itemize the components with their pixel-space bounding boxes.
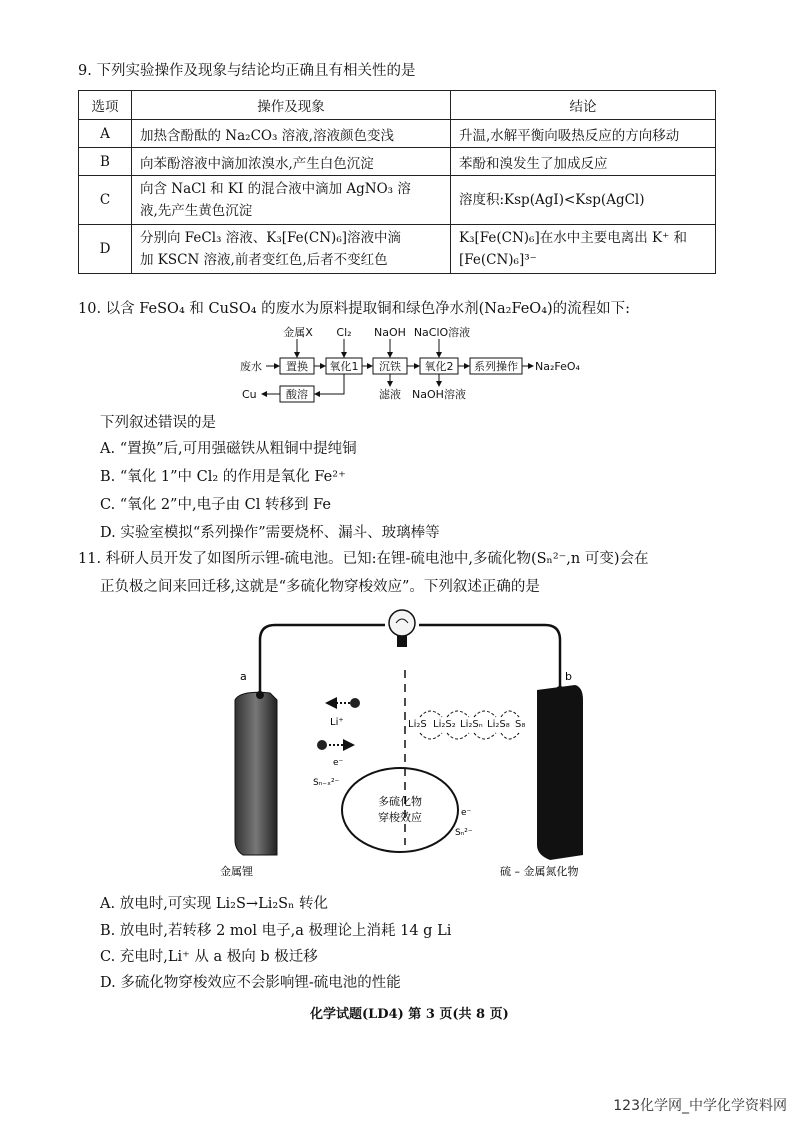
- watermark: 123化学网_中学化学资料网: [613, 1098, 787, 1114]
- table-row: [79, 120, 716, 148]
- table-row: [79, 225, 716, 274]
- operation-cell: [132, 225, 451, 274]
- electron-label-right: e⁻: [461, 808, 472, 818]
- option-cell: B: [79, 148, 132, 176]
- species-li2s2: Li₂S₂: [433, 719, 456, 730]
- page-footer: 化学试题(LD4) 第 3 页(共 8 页): [310, 1007, 509, 1022]
- shuttle-center-line1: 多硫化物: [378, 795, 422, 808]
- option-cell: D: [79, 225, 132, 274]
- operation-cell: [132, 176, 451, 225]
- reagent-naclo: NaClO溶液: [413, 326, 471, 339]
- li-ion-ball: [317, 740, 327, 750]
- q11-stem-line2: 正负极之间来回迁移,这就是“多硫化物穿梭效应”。下列叙述正确的是: [100, 579, 540, 595]
- electrode-a-terminal: [256, 691, 264, 699]
- q11-option-d: D. 多硫化物穿梭效应不会影响锂-硫电池的性能: [100, 975, 401, 991]
- conclusion-line: [Fe(CN)₆]³⁻: [459, 252, 537, 268]
- electrode-a-label: a: [240, 670, 247, 683]
- species-s8: S₈: [515, 719, 526, 730]
- reagent-naoh: NaOH: [374, 326, 406, 339]
- q10-stem: 10. 以含 FeSO₄ 和 CuSO₄ 的废水为原料提取铜和绿色净水剂(Na₂FeO₄)的流程如下:: [78, 301, 631, 317]
- shuttle-center-line2: 穿梭效应: [378, 811, 422, 824]
- li-s-battery-diagram: [215, 605, 595, 890]
- table-header: 操作及现象: [132, 91, 451, 120]
- q11-stem-line1: 11. 科研人员开发了如图所示锂-硫电池。已知:在锂-硫电池中,多硫化物(Sₙ²⁻,n 可变)会在: [78, 551, 649, 567]
- left-electrode-caption: 金属锂: [220, 865, 253, 878]
- anion-left-label: Sₙ₋ₓ²⁻: [313, 778, 340, 788]
- product-cu: Cu: [242, 388, 257, 401]
- naoh-solution-label: NaOH溶液: [412, 388, 466, 401]
- flow-start-wastewater: 废水: [240, 360, 262, 373]
- q11-option-b: B. 放电时,若转移 2 mol 电子,a 极理论上消耗 14 g Li: [100, 923, 452, 939]
- box-acid-dissolve-label: 酸溶: [286, 388, 308, 401]
- q10-option-d: D. 实验室模拟“系列操作”需要烧杯、漏斗、玻璃棒等: [100, 525, 440, 541]
- box-oxidation-2-label: 氧化2: [424, 360, 454, 373]
- reagent-metal-x: 金属X: [283, 326, 313, 339]
- table-row: [79, 148, 716, 176]
- box-iron-precip-label: 沉铁: [379, 360, 401, 373]
- q10-option-c: C. “氧化 2”中,电子由 Cl 转移到 Fe: [100, 497, 331, 513]
- q9-table: [78, 90, 716, 274]
- lithium-electrode: [235, 692, 277, 855]
- chain-arrows-top: [420, 711, 519, 717]
- li-ion-ball: [350, 698, 360, 708]
- reagent-cl2: Cl₂: [336, 326, 352, 339]
- operation-line: 加 KSCN 溶液,前者变红色,后者不变红色: [140, 252, 388, 268]
- q10-option-b: B. “氧化 1”中 Cl₂ 的作用是氧化 Fe²⁺: [100, 469, 346, 485]
- q11-option-a: A. 放电时,可实现 Li₂S→Li₂Sₙ 转化: [100, 896, 328, 912]
- conclusion-line: K₃[Fe(CN)₆]在水中主要电离出 K⁺ 和: [459, 230, 688, 246]
- q10-option-a: A. “置换”后,可用强磁铁从粗铜中提纯铜: [100, 441, 357, 457]
- product-na2feo4: Na₂FeO₄: [535, 360, 580, 373]
- q9-stem: 9. 下列实验操作及现象与结论均正确且有相关性的是: [78, 63, 416, 79]
- operation-cell: 向苯酚溶液中滴加浓溴水,产生白色沉淀: [132, 148, 451, 176]
- electrode-b-label: b: [565, 670, 572, 683]
- electrode-b-terminal: [556, 686, 564, 694]
- operation-cell: 加热含酚酞的 Na₂CO₃ 溶液,溶液颜色变浅: [132, 120, 451, 148]
- li-ion-label: Li⁺: [330, 717, 344, 728]
- box-oxidation-1-label: 氧化1: [329, 360, 359, 373]
- option-cell: C: [79, 176, 132, 225]
- table-row: [79, 176, 716, 225]
- conclusion-cell: [451, 225, 716, 274]
- species-li2s: Li₂S: [408, 719, 427, 730]
- operation-line: 液,先产生黄色沉淀: [140, 203, 253, 219]
- flow-diagram: [230, 322, 590, 406]
- circuit-wire-right: [419, 625, 560, 690]
- filtrate-label: 滤液: [379, 388, 401, 401]
- chain-arrows-bottom: [420, 733, 519, 739]
- sulfur-electrode: [537, 685, 583, 860]
- shuttle-effect-loop: [342, 768, 458, 852]
- box-series-ops-label: 系列操作: [474, 360, 518, 373]
- right-electrode-caption: 硫 – 金属氮化物: [500, 865, 579, 878]
- q11-option-c: C. 充电时,Li⁺ 从 a 极向 b 极迁移: [100, 949, 318, 965]
- conclusion-cell: 溶度积:Ksp(AgI)<Ksp(AgCl): [451, 176, 716, 225]
- conclusion-cell: 苯酚和溴发生了加成反应: [451, 148, 716, 176]
- circuit-wire-left: [260, 625, 385, 695]
- operation-line: 向含 NaCl 和 KI 的混合液中滴加 AgNO₃ 溶: [140, 181, 411, 197]
- species-li2sn: Li₂Sₙ: [460, 719, 483, 730]
- light-bulb-icon: [389, 610, 415, 647]
- q10-prompt: 下列叙述错误的是: [100, 415, 216, 431]
- option-cell: A: [79, 120, 132, 148]
- table-header: 选项: [79, 91, 132, 120]
- anion-right-label: Sₙ²⁻: [455, 828, 473, 838]
- operation-line: 分别向 FeCl₃ 溶液、K₃[Fe(CN)₆]溶液中滴: [140, 230, 401, 246]
- box-displacement-label: 置换: [286, 360, 308, 373]
- electron-label-left: e⁻: [333, 758, 344, 768]
- conclusion-cell: 升温,水解平衡向吸热反应的方向移动: [451, 120, 716, 148]
- table-header: 结论: [451, 91, 716, 120]
- species-li2s8: Li₂S₈: [487, 719, 510, 730]
